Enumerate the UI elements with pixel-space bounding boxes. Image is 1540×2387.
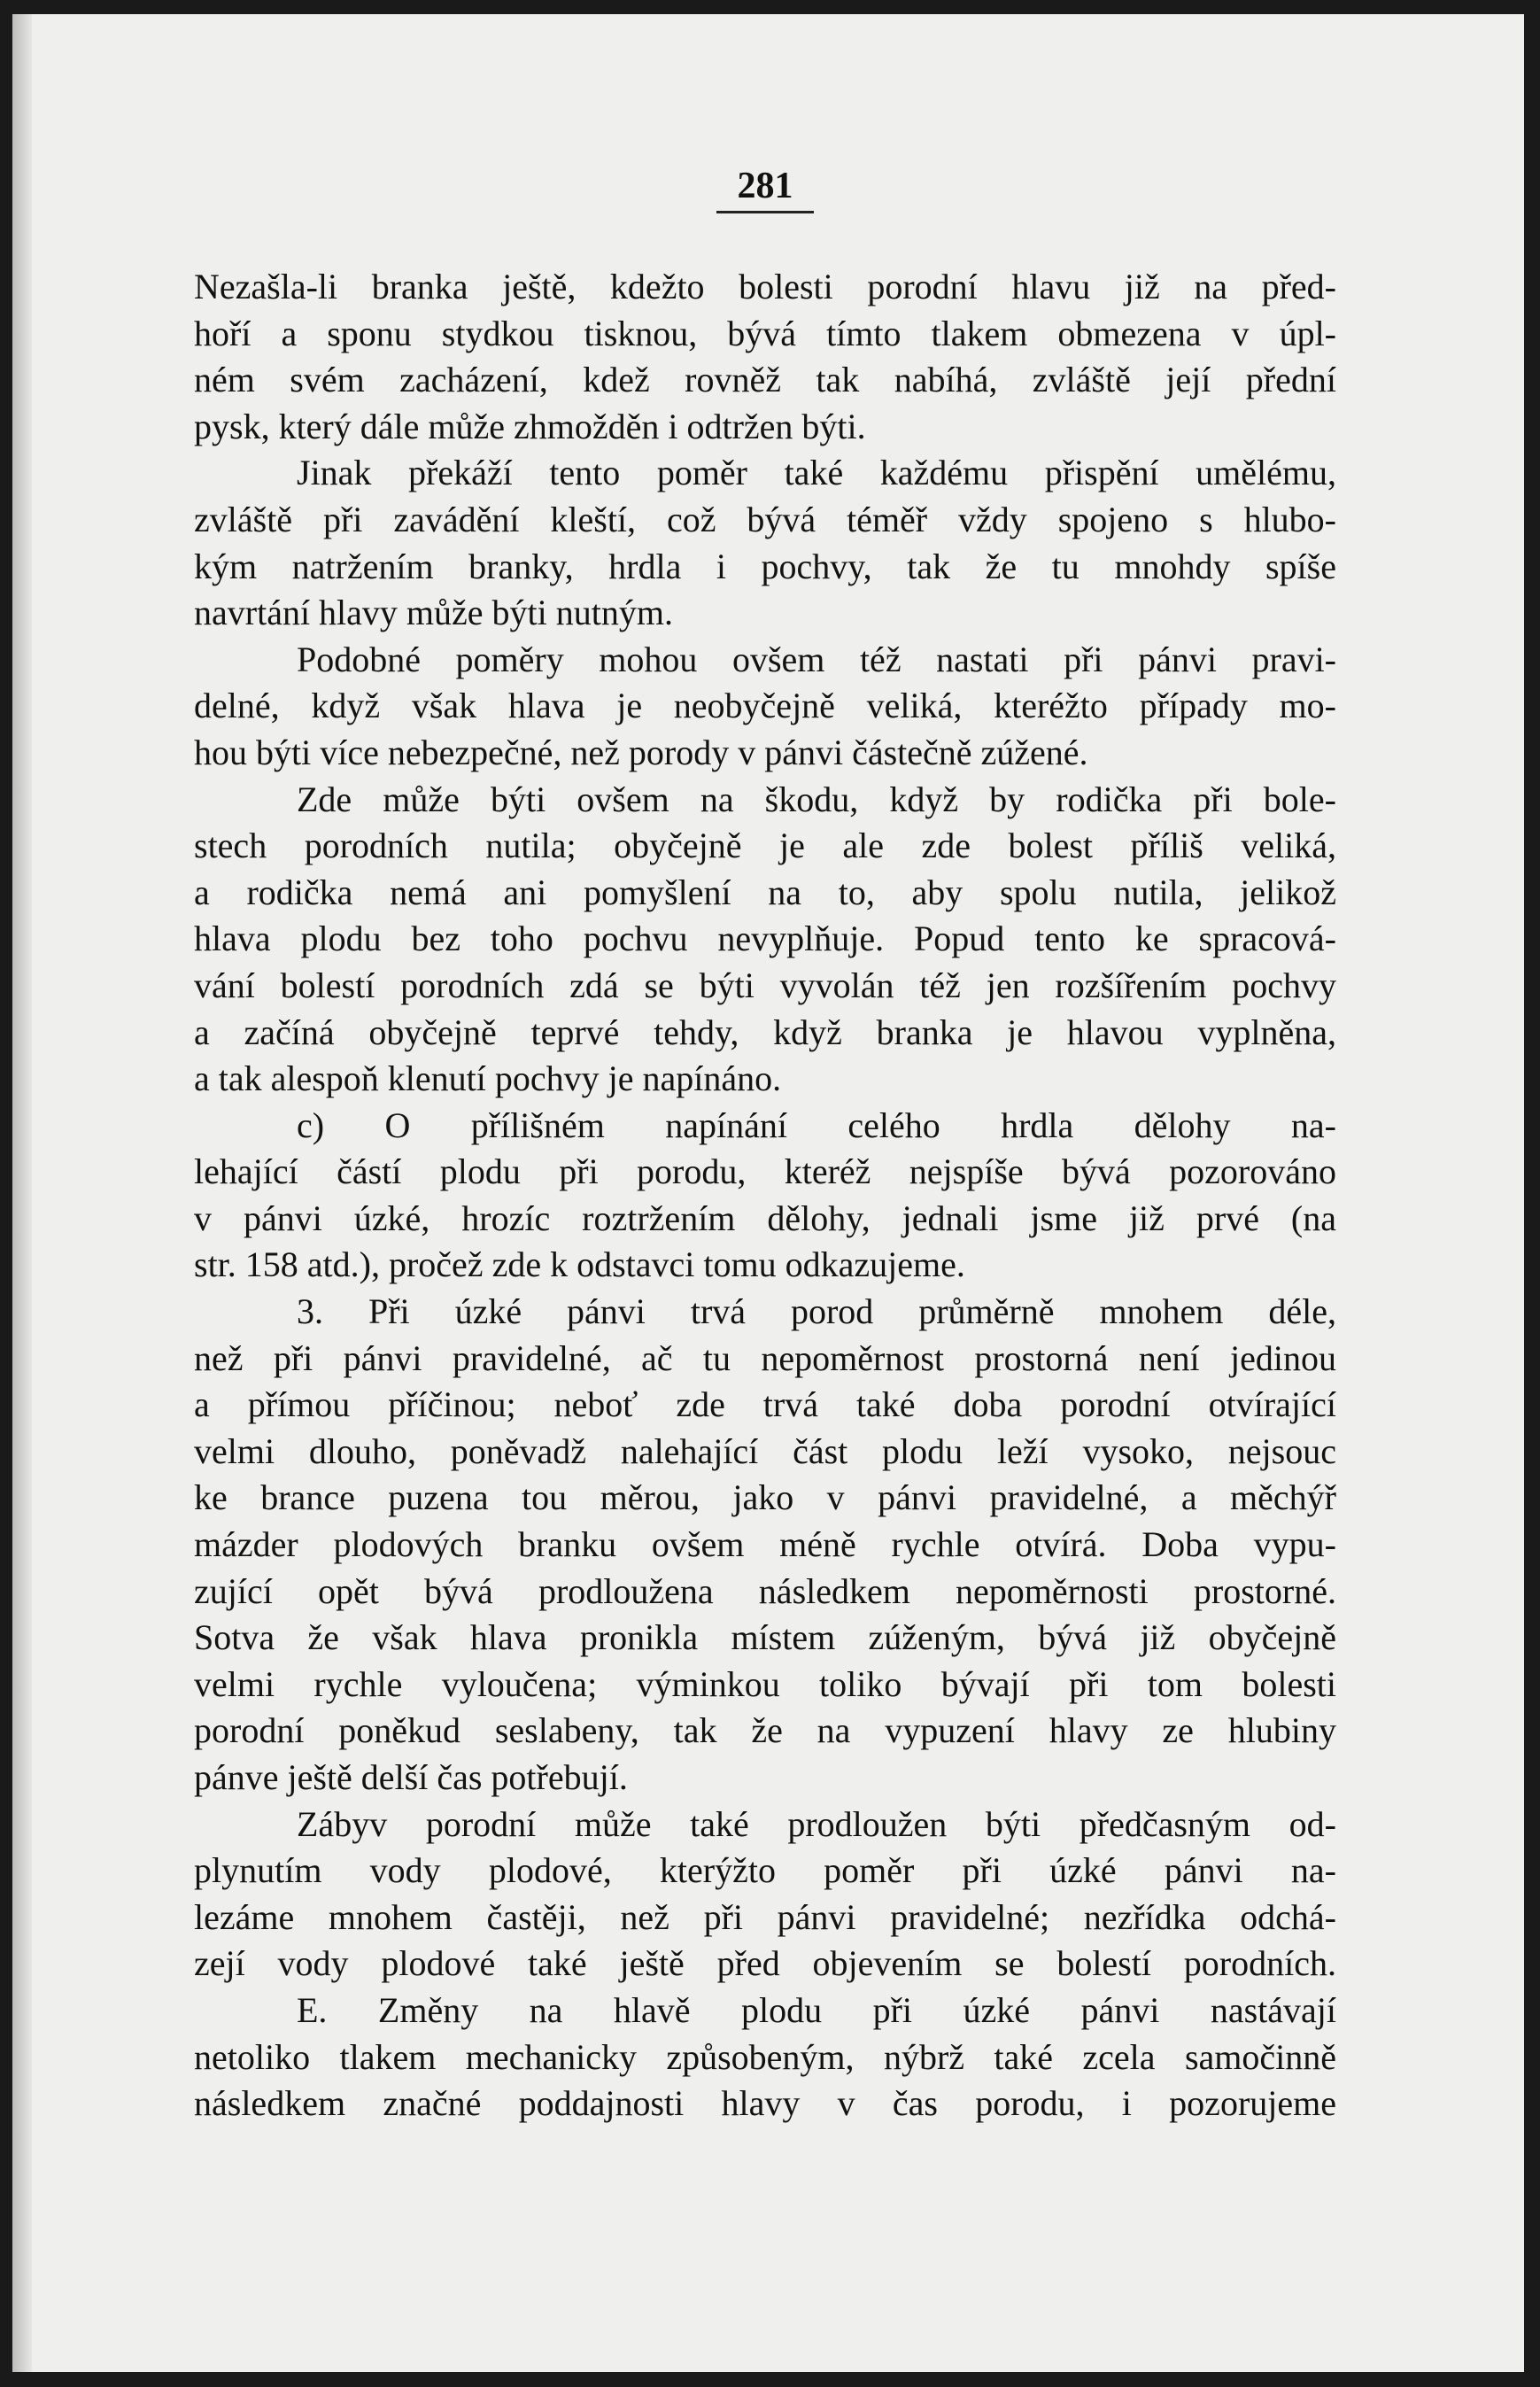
text-line: navrtání hlavy může býti nutným. bbox=[194, 593, 673, 633]
text-line: pánve ještě delší čas potřebují. bbox=[194, 1757, 628, 1797]
text-line: a přímou příčinou; neboť zde trvá také doba porodní otvírající bbox=[194, 1384, 1336, 1425]
text-line: ke brance puzena tou měrou, jako v pánvi pravidelné, a měchýř bbox=[194, 1477, 1336, 1518]
text-line: str. 158 atd.), pročež zde k odstavci tomu odkazujeme. bbox=[194, 1244, 965, 1285]
text-line: 3. Při úzké pánvi trvá porod průměrně mnohem déle, bbox=[297, 1291, 1336, 1332]
text-line: E. Změny na hlavě plodu při úzké pánvi nastávají bbox=[297, 1989, 1336, 2030]
text-line: vání bolestí porodních zdá se býti vyvolán též jen rozšířením pochvy bbox=[194, 965, 1336, 1005]
text-line: zejí vody plodové také ještě před objevením se bolestí porodních. bbox=[194, 1943, 1336, 1984]
text-line: hlava plodu bez toho pochvu nevyplňuje. Popud tento ke spracová- bbox=[194, 918, 1336, 959]
text-line: delné, když však hlava je neobyčejně veliká, kteréžto případy mo- bbox=[194, 686, 1336, 726]
text-line: stech porodních nutila; obyčejně je ale zde bolest příliš veliká, bbox=[194, 825, 1336, 866]
text-line: mázder plodových branku ovšem méně rychle otvírá. Doba vypu- bbox=[194, 1524, 1336, 1565]
text-line: Podobné poměry mohou ovšem též nastati při pánvi pravi- bbox=[297, 639, 1336, 679]
text-line: ném svém zacházení, kdež rovněž tak nabíhá, zvláště její přední bbox=[194, 360, 1336, 400]
text-line: Jinak překáží tento poměr také každému přispění umělému, bbox=[297, 453, 1336, 493]
text-line: zvláště při zavádění kleští, což bývá téměř vždy spojeno s hlubo- bbox=[194, 499, 1336, 539]
text-line: hoří a sponu stydkou tisknou, bývá tímto tlakem obmezena v úpl- bbox=[194, 313, 1336, 353]
text-line: velmi rychle vyloučena; výminkou toliko bývají při tom bolesti bbox=[194, 1663, 1336, 1704]
text-line: zující opět bývá prodloužena následkem nepoměrnosti prostorné. bbox=[194, 1570, 1336, 1611]
text-line: netoliko tlakem mechanicky způsobeným, nýbrž také zcela samočinně bbox=[194, 2036, 1336, 2077]
text-line: a rodička nemá ani pomyšlení na to, aby spolu nutila, jelikož bbox=[194, 872, 1336, 912]
text-line: Zábyv porodní může také prodloužen býti předčasným od- bbox=[297, 1803, 1336, 1844]
text-line: než při pánvi pravidelné, ač tu nepoměrnost prostorná není jedinou bbox=[194, 1337, 1336, 1378]
text-line: Zde může býti ovšem na škodu, když by rodička při bole- bbox=[297, 779, 1336, 819]
text-line: a tak alespoň klenutí pochvy je napínáno. bbox=[194, 1058, 782, 1099]
page-number: 281 bbox=[737, 166, 793, 206]
text-line: porodní poněkud seslabeny, tak že na vypuzení hlavy ze hlubiny bbox=[194, 1710, 1336, 1751]
text-line: pysk, který dále může zhmožděn i odtržen býti. bbox=[194, 406, 866, 446]
page-number-underline bbox=[716, 211, 814, 213]
page-gutter-shadow bbox=[12, 14, 32, 2372]
text-line: kým natržením branky, hrdla i pochvy, tak že tu mnohdy spíše bbox=[194, 546, 1336, 586]
text-line: Nezašla-li branka ještě, kdežto bolesti porodní hlavu již na před- bbox=[194, 267, 1336, 306]
text-line: c) O přílišném napínání celého hrdla dělohy na- bbox=[297, 1104, 1336, 1145]
text-line: v pánvi úzké, hrozíc roztržením dělohy, jednali jsme již prvé (na bbox=[194, 1197, 1336, 1238]
body-text bbox=[194, 264, 1336, 2127]
text-line: lezáme mnohem častěji, než při pánvi pravidelné; nezřídka odchá- bbox=[194, 1896, 1336, 1937]
text-line: plynutím vody plodové, kterýžto poměr při úzké pánvi na- bbox=[194, 1850, 1336, 1891]
text-line: Sotva že však hlava pronikla místem zúženým, bývá již obyčejně bbox=[194, 1617, 1336, 1658]
text-line: následkem značné poddajnosti hlavy v čas porodu, i pozorujeme bbox=[194, 2083, 1336, 2124]
book-page bbox=[12, 14, 1524, 2372]
text-line: hou býti více nebezpečné, než porody v pánvi částečně zúžené. bbox=[194, 732, 1088, 772]
text-line: lehající částí plodu při porodu, kteréž nejspíše bývá pozorováno bbox=[194, 1151, 1336, 1192]
text-line: velmi dlouho, poněvadž nalehající část plodu leží vysoko, nejsouc bbox=[194, 1430, 1336, 1471]
text-line: a začíná obyčejně teprvé tehdy, když branka je hlavou vyplněna, bbox=[194, 1011, 1336, 1052]
